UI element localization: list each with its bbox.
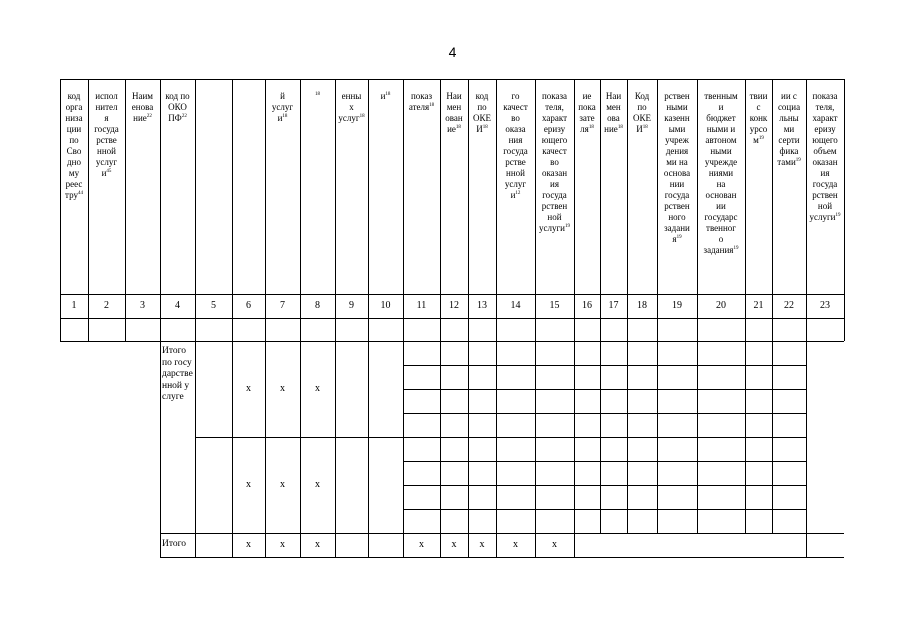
x-mark: x xyxy=(246,479,251,490)
header-text-line: й xyxy=(280,91,285,101)
header-text-line: рствен xyxy=(664,91,690,101)
header-text-line: объем xyxy=(813,146,837,156)
header-cell-15 xyxy=(536,91,573,292)
footnote-mark: 18 xyxy=(617,125,623,130)
header-text-line: нии xyxy=(669,179,685,189)
column-border xyxy=(772,341,773,533)
column-border xyxy=(440,341,441,533)
header-text-line: по xyxy=(477,102,487,112)
header-text-line: ной xyxy=(547,212,562,222)
column-border xyxy=(160,341,161,557)
header-text-line: по xyxy=(69,135,79,145)
footnote-mark: 19 xyxy=(758,136,764,141)
header-text-line: урсо xyxy=(749,124,768,134)
header-text-line: ными xyxy=(710,146,732,156)
column-number-3: 3 xyxy=(140,300,145,311)
group-divider xyxy=(195,533,403,534)
data-row-bottom xyxy=(160,341,844,342)
header-cell-20 xyxy=(698,91,744,292)
header-text-line: рствен xyxy=(664,201,690,211)
column-number-11: 11 xyxy=(416,300,427,311)
header-text-line: госуда xyxy=(812,179,838,189)
x-mark: x xyxy=(315,383,320,394)
header-text-line: ОКЕ xyxy=(473,113,491,123)
footnote-mark: 19 xyxy=(565,224,570,229)
itogo-label: Итого xyxy=(162,539,187,549)
footnote-mark: 18 xyxy=(482,125,488,130)
header-text-line: с xyxy=(756,102,761,112)
header-cell-13 xyxy=(469,91,495,292)
column-number-21: 21 xyxy=(753,300,764,311)
header-text-line: показа xyxy=(541,91,568,101)
header-text-line: учрежде xyxy=(704,157,738,167)
header-text-line: ниями xyxy=(708,168,734,178)
column-border xyxy=(574,341,575,533)
header-text-line: госуда xyxy=(94,124,119,134)
header-text-line: ции xyxy=(66,124,82,134)
column-border xyxy=(403,341,404,557)
header-text-line: нител xyxy=(95,102,118,112)
column-number-10: 10 xyxy=(380,300,391,311)
footnote-mark: 12 xyxy=(515,191,521,196)
page-number: 4 xyxy=(448,44,457,60)
header-text-line: теля, xyxy=(815,102,835,112)
footnote-mark: 44 xyxy=(77,191,83,196)
header-cell-19 xyxy=(658,91,696,292)
header-text-line: дения xyxy=(665,146,689,156)
header-text-line: госуда xyxy=(664,190,690,200)
header-text-line: дно xyxy=(67,157,81,167)
header-text-line: качест xyxy=(503,102,528,112)
header-text-line: еризу xyxy=(814,124,836,134)
header-text-line: реес xyxy=(65,179,83,189)
header-text-line: твии xyxy=(749,91,768,101)
footnote-mark: 19 xyxy=(676,235,682,240)
footnote-mark: 18 xyxy=(282,114,288,119)
x-mark: x xyxy=(451,539,457,550)
column-number-12: 12 xyxy=(449,300,459,311)
footnote-mark: 18 xyxy=(455,125,461,130)
header-text-line: задани xyxy=(664,223,690,233)
header-text-line: ОКЕ xyxy=(633,113,651,123)
header-text-line: государс xyxy=(704,212,738,222)
footnote-mark: 18 xyxy=(642,125,648,130)
header-text-line: ия xyxy=(820,168,830,178)
header-text-line: $и^{45}$ xyxy=(101,168,112,178)
header-text-line: енны xyxy=(341,91,362,101)
column-border xyxy=(468,341,469,533)
header-text-line: рствен xyxy=(541,201,568,211)
header-cell-17 xyxy=(601,91,626,292)
column-number-14: 14 xyxy=(510,300,521,311)
header-text-line: казенн xyxy=(664,113,690,123)
header-cell-18 xyxy=(628,91,656,292)
header-text-line: госуда xyxy=(542,190,567,200)
header-text-line: ия xyxy=(550,179,559,189)
column-number-20: 20 xyxy=(716,300,726,311)
column-number-7: 7 xyxy=(280,300,285,311)
header-cell-6 xyxy=(233,91,264,292)
header-text-line: рстве xyxy=(96,135,117,145)
header-text-line: задания$^{19}$ xyxy=(703,245,739,255)
footnote-mark: 18 xyxy=(429,103,435,108)
column-number-18: 18 xyxy=(637,300,647,311)
column-number-15: 15 xyxy=(549,300,560,311)
footnote-mark: 18 xyxy=(315,92,320,97)
column-border xyxy=(806,341,807,557)
x-mark: x xyxy=(246,539,251,550)
column-border xyxy=(600,341,601,533)
header-text-line: го xyxy=(511,91,520,101)
header-text-line: оказан xyxy=(812,157,838,167)
header-text-line: ния xyxy=(508,135,523,145)
header-cell-10 xyxy=(369,91,402,292)
header-text-line: во xyxy=(511,113,520,123)
header-text-line: ован xyxy=(445,113,463,123)
column-border xyxy=(335,341,336,557)
header-text-line: $И^{18}$ xyxy=(476,124,488,134)
column-number-17: 17 xyxy=(608,300,619,311)
header-cell-1 xyxy=(61,91,87,292)
header-text-line: услуги$^{19}$ xyxy=(539,223,570,233)
header-text-line: льны xyxy=(779,113,799,123)
column-border xyxy=(844,79,845,341)
header-text-line: испол xyxy=(95,91,118,101)
footnote-mark: 22 xyxy=(146,114,152,119)
header-text-line: конк xyxy=(749,113,768,123)
header-text-line: показ xyxy=(410,91,433,101)
header-cell-5 xyxy=(196,91,231,292)
column-border xyxy=(627,341,628,533)
column-border xyxy=(745,341,746,533)
header-text-line: во xyxy=(550,157,559,167)
column-border xyxy=(496,341,497,533)
header-text-line: тру$^{44}$ xyxy=(65,190,83,200)
header-text-line: ными и xyxy=(706,124,736,134)
itogo-gos-usluga-label: Итого по государственной услуге xyxy=(162,346,193,402)
header-text-line: ными xyxy=(666,102,688,112)
column-number-22: 22 xyxy=(784,300,794,311)
header-text-line: фика xyxy=(779,146,799,156)
footnote-mark: 19 xyxy=(835,213,841,218)
header-text-line: услуги$^{19}$ xyxy=(809,212,841,222)
header-cell-4 xyxy=(161,91,194,292)
header-text-line: $и^{18}$ xyxy=(277,113,288,123)
x-mark: x xyxy=(479,539,485,550)
footnote-mark: 45 xyxy=(106,169,112,174)
x-mark: x xyxy=(246,383,251,394)
header-text-line: $И^{18}$ xyxy=(636,124,648,134)
x-mark: x xyxy=(315,479,320,490)
table-bottom-border xyxy=(160,557,844,558)
header-text-line: тами$^{19}$ xyxy=(777,157,801,167)
header-text-line: Код xyxy=(634,91,650,101)
column-border xyxy=(368,341,369,557)
footnote-mark: 18 xyxy=(359,114,365,119)
column-number-23: 23 xyxy=(820,300,830,311)
column-border xyxy=(265,341,266,557)
header-text-line: ние$^{18}$ xyxy=(604,124,623,134)
header-text-line: пока xyxy=(578,102,596,112)
header-text-line: Наим xyxy=(131,91,153,101)
header-text-line: ного xyxy=(668,212,686,222)
header-text-line: теля, xyxy=(545,102,564,112)
header-text-line: я xyxy=(104,113,109,123)
header-text-line: основан xyxy=(705,190,737,200)
header-text-line: му xyxy=(68,168,80,178)
column-number-4: 4 xyxy=(175,300,180,311)
header-text-line: $ля^{18}$ xyxy=(580,124,594,134)
header-text-line: ной xyxy=(817,201,833,211)
header-cell-14 xyxy=(497,91,534,292)
header-cell-22 xyxy=(773,91,805,292)
column-number-19: 19 xyxy=(672,300,682,311)
header-text-line: ова xyxy=(607,113,620,123)
header-text-line: качест xyxy=(542,146,567,156)
header-cell-11 xyxy=(404,91,439,292)
header-text-line: Сво xyxy=(66,146,82,156)
header-text-line: зате xyxy=(579,113,595,123)
header-text-line: ыми xyxy=(668,124,686,134)
header-text-line: ние$^{22}$ xyxy=(133,113,152,123)
header-text-line: енова xyxy=(131,102,154,112)
x-mark: x xyxy=(280,539,285,550)
header-cell-21 xyxy=(746,91,771,292)
header-text-line: мен xyxy=(606,102,621,112)
footnote-mark: 18 xyxy=(385,92,391,97)
column-border xyxy=(535,341,536,533)
header-text-line: Наи xyxy=(446,91,462,101)
x-mark: x xyxy=(513,539,518,550)
data-row-bottom xyxy=(60,341,160,342)
header-text-line: на xyxy=(716,179,726,189)
header-text-line: ющего xyxy=(541,135,568,145)
header-cell-2 xyxy=(89,91,124,292)
header-text-line: код xyxy=(67,91,81,101)
header-text-line: мен xyxy=(446,102,462,112)
header-text-line: рствен xyxy=(812,190,838,200)
header-text-line: $м^{19}$ xyxy=(753,135,764,145)
header-cell-3 xyxy=(126,91,159,292)
header-text-line: оказан xyxy=(541,168,568,178)
column-number-9: 9 xyxy=(349,300,354,311)
header-text-line: х xyxy=(349,102,354,112)
footnote-mark: 18 xyxy=(588,125,594,130)
header-cell-9 xyxy=(336,91,367,292)
header-cell-23 xyxy=(807,91,843,292)
header-text-line: серти xyxy=(778,135,800,145)
column-number-1: 1 xyxy=(71,300,77,311)
column-number-8: 8 xyxy=(315,300,320,311)
x-mark: x xyxy=(280,479,285,490)
x-mark: x xyxy=(280,383,285,394)
header-text-line: ателя$^{18}$ xyxy=(408,102,435,112)
column-number-2: 2 xyxy=(104,300,109,311)
column-border xyxy=(574,533,575,557)
header-text-line: орга xyxy=(65,102,83,112)
header-text-line: код по xyxy=(165,91,190,101)
header-text-line: нной xyxy=(506,168,525,178)
header-text-line: показа xyxy=(812,91,838,101)
header-text-line: и xyxy=(718,102,724,112)
header-text-line: ющего xyxy=(812,135,838,145)
header-text-line: низа xyxy=(65,113,83,123)
footnote-mark: 19 xyxy=(795,158,801,163)
header-text-line: характ xyxy=(541,113,568,123)
column-border xyxy=(232,341,233,557)
header-text-line: по xyxy=(637,102,647,112)
header-text-line: услуг xyxy=(271,102,294,112)
x-mark: x xyxy=(552,539,557,550)
header-text-line: ии с xyxy=(781,91,797,101)
header-text-line: рстве xyxy=(505,157,526,167)
header-text-line: ми xyxy=(783,124,795,134)
column-border xyxy=(300,341,301,557)
group-divider xyxy=(195,437,403,438)
column-border xyxy=(697,341,698,533)
column-border xyxy=(195,341,196,557)
header-text-line: госуда xyxy=(503,146,528,156)
header-text-line: ПФ$^{22}$ xyxy=(168,113,187,123)
header-text-line: основа xyxy=(663,168,691,178)
header-text-line: о xyxy=(718,234,724,244)
footnote-mark: 19 xyxy=(733,246,739,251)
column-number-6: 6 xyxy=(246,300,251,311)
header-text-line: характ xyxy=(812,113,838,123)
header-text-line: $я^{19}$ xyxy=(672,234,682,244)
header-text-line: нной xyxy=(97,146,116,156)
header-text-line: Наи xyxy=(605,91,622,101)
header-text-line: еризу xyxy=(543,124,566,134)
header-text-line: оказа xyxy=(505,124,526,134)
header-cell-16 xyxy=(575,91,599,292)
header-text-line: $ие^{18}$ xyxy=(447,124,461,134)
x-mark: x xyxy=(419,539,424,550)
column-border xyxy=(657,341,658,533)
header-text-line: ОКО xyxy=(168,102,187,112)
header-bottom-border xyxy=(60,294,844,295)
header-text-line: бюджет xyxy=(706,113,736,123)
header-cell-8 xyxy=(301,91,334,292)
header-text-line: $и^{12}$ xyxy=(510,190,521,200)
header-cell-12 xyxy=(441,91,467,292)
header-text-line: услуг xyxy=(95,157,118,167)
table-top-border xyxy=(60,79,844,80)
column-number-13: 13 xyxy=(477,300,487,311)
header-text-line: ми на xyxy=(666,157,688,167)
header-text-line: ии xyxy=(716,201,726,211)
header-cell-7 xyxy=(266,91,299,292)
header-text-line: учреж xyxy=(665,135,689,145)
header-text-line: автоном xyxy=(705,135,737,145)
header-text-line: $и^{18}$ xyxy=(380,91,391,101)
column-number-16: 16 xyxy=(582,300,592,311)
header-text-line: услуг xyxy=(504,179,527,189)
header-text-line: услуг$^{18}$ xyxy=(338,113,365,123)
header-text-line: ие xyxy=(582,91,592,101)
x-mark: x xyxy=(315,539,320,550)
header-text-line xyxy=(301,91,334,102)
column-number-5: 5 xyxy=(211,300,216,311)
footnote-mark: 22 xyxy=(181,114,187,119)
header-text-line: социа xyxy=(777,102,801,112)
numbers-row-bottom xyxy=(60,318,844,319)
header-text-line: твенног xyxy=(706,223,736,233)
header-text-line: твенным xyxy=(704,91,738,101)
header-text-line: код xyxy=(475,91,489,101)
